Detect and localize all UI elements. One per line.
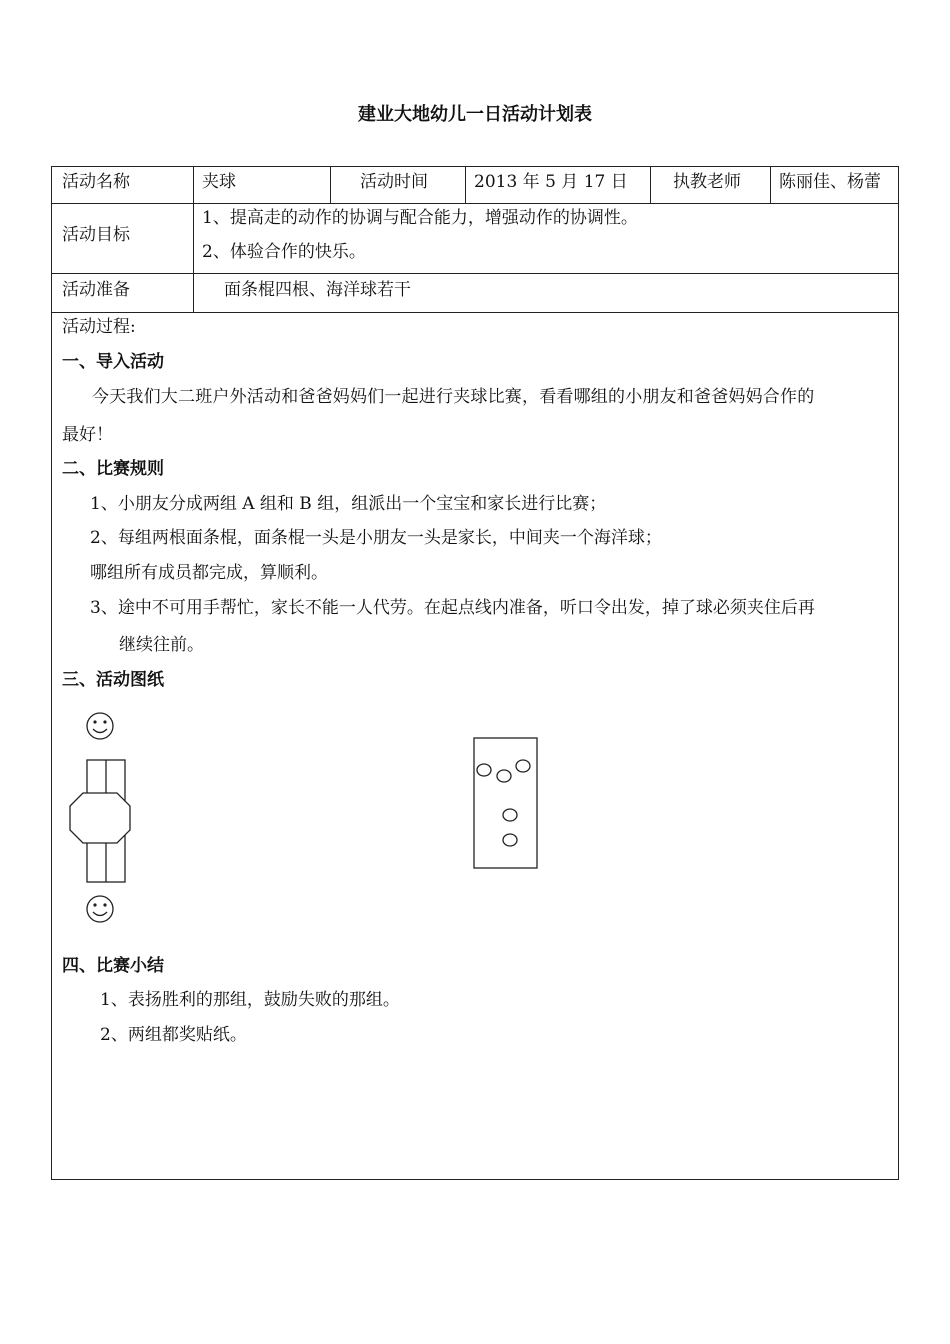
- smiley-face-icon: [87, 896, 113, 922]
- section-heading-intro: 一、导入活动: [62, 352, 164, 372]
- prep-label: 活动准备: [62, 280, 130, 300]
- activity-time-label: 活动时间: [360, 172, 428, 192]
- rule-item: 1、小朋友分成两组 A 组和 B 组，组派出一个宝宝和家长进行比赛；: [90, 494, 607, 514]
- ball-icon: [497, 770, 511, 782]
- goal-item: 1、提高走的动作的协调与配合能力，增强动作的协调性。: [202, 208, 638, 228]
- col-divider: [193, 166, 194, 312]
- section-heading-diagram: 三、活动图纸: [62, 670, 164, 690]
- process-label: 活动过程:: [62, 317, 136, 337]
- prep-value: 面条棍四根、海洋球若干: [224, 280, 411, 300]
- intro-text-cont: 最好！: [62, 425, 113, 445]
- ball-icon: [477, 764, 491, 776]
- section-heading-rules: 二、比赛规则: [62, 459, 164, 479]
- ball-box: [474, 738, 537, 868]
- col-divider: [330, 166, 331, 203]
- summary-item: 2、两组都奖贴纸。: [100, 1025, 247, 1045]
- rule-item: 3、途中不可用手帮忙，家长不能一人代劳。在起点线内准备，听口令出发，掉了球必须夹住后再: [90, 598, 815, 618]
- row-divider: [51, 312, 899, 313]
- goals-label: 活动目标: [62, 225, 130, 245]
- page-title: 建业大地幼儿一日活动计划表: [358, 104, 592, 125]
- goal-item: 2、体验合作的快乐。: [202, 242, 366, 262]
- smiley-face-icon: [87, 713, 113, 739]
- intro-text: 今天我们大二班户外活动和爸爸妈妈们一起进行夹球比赛，看看哪组的小朋友和爸爸妈妈合作的: [92, 387, 815, 407]
- rule-item-cont: 继续往前。: [119, 635, 204, 655]
- game-diagram-right: [470, 735, 545, 875]
- octagon-shape: [70, 793, 130, 843]
- row-divider: [51, 273, 899, 274]
- col-divider: [770, 166, 771, 203]
- activity-name-value: 夹球: [202, 172, 236, 192]
- activity-name-label: 活动名称: [62, 172, 130, 192]
- rule-item: 2、每组两根面条棍，面条棍一头是小朋友一头是家长，中间夹一个海洋球；: [90, 528, 662, 548]
- ball-icon: [516, 760, 530, 772]
- game-diagram-left: [60, 705, 160, 935]
- col-divider: [650, 166, 651, 203]
- ball-icon: [503, 834, 517, 846]
- section-heading-summary: 四、比赛小结: [62, 956, 164, 976]
- col-divider: [465, 166, 466, 203]
- teacher-value: 陈丽佳、杨蕾: [779, 172, 881, 192]
- teacher-label: 执教老师: [673, 172, 741, 192]
- activity-time-value: 2013 年 5 月 17 日: [474, 172, 628, 192]
- row-divider: [51, 203, 899, 204]
- rule-item-cont: 哪组所有成员都完成，算顺利。: [90, 563, 328, 583]
- ball-icon: [503, 809, 517, 821]
- summary-item: 1、表扬胜利的那组，鼓励失败的那组。: [100, 990, 400, 1010]
